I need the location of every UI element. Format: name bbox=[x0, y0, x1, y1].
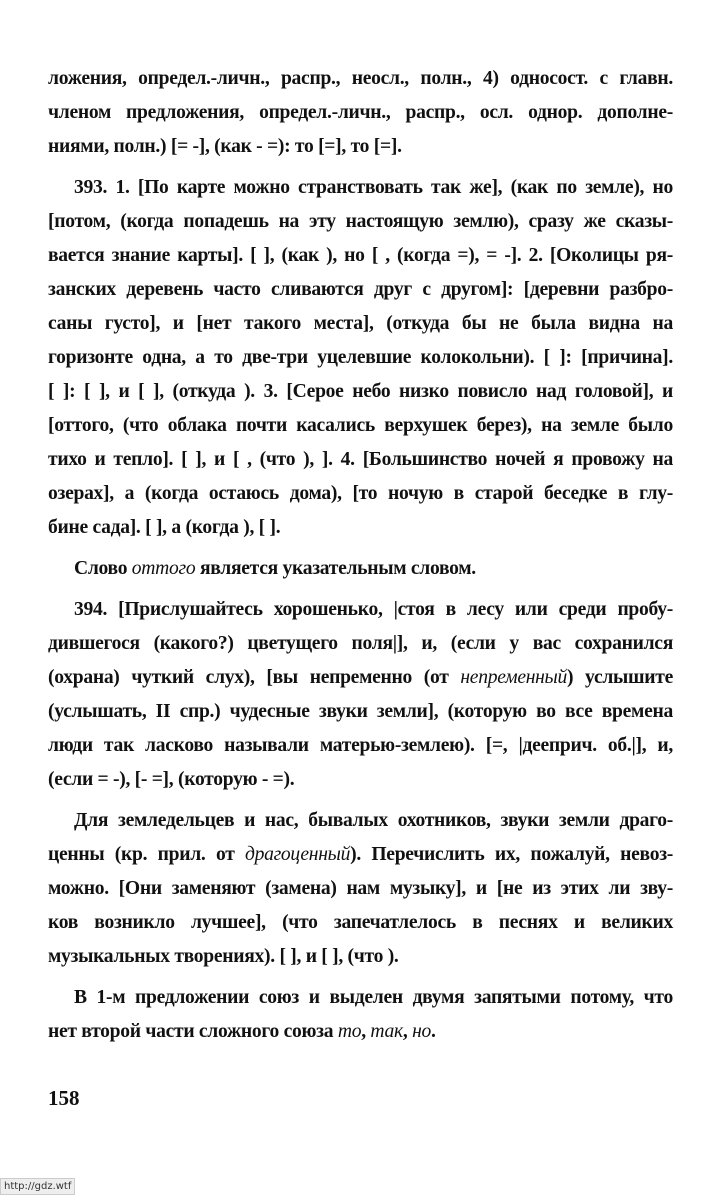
paragraph-gap bbox=[48, 586, 673, 593]
text-line bbox=[48, 695, 673, 729]
text-segment: Для земледельцев и нас, бывалых охотников, звуки земли драго- bbox=[74, 810, 673, 831]
text-line bbox=[48, 729, 673, 763]
text-line bbox=[48, 443, 673, 477]
text-line bbox=[48, 409, 673, 443]
text-line bbox=[48, 1015, 673, 1049]
text-line bbox=[48, 661, 673, 695]
text-segment: (охрана) чуткий слух), [вы непременно (от bbox=[48, 667, 461, 688]
paragraph bbox=[48, 62, 673, 164]
text-segment: ценны (кр. прил. от bbox=[48, 844, 245, 865]
text-line bbox=[48, 552, 673, 586]
text-segment: горизонте одна, а то две-три уцелевшие колокольни). [ ]: [причина]. bbox=[48, 347, 673, 368]
text-segment: , bbox=[402, 1021, 413, 1042]
text-segment: является указательным словом. bbox=[195, 558, 476, 579]
text-line bbox=[48, 981, 673, 1015]
text-line bbox=[48, 940, 673, 974]
text-line bbox=[48, 171, 673, 205]
paragraph bbox=[48, 981, 673, 1049]
text-segment: В 1-м предложении союз и выделен двумя запятыми потому, что bbox=[74, 987, 673, 1008]
text-segment: (услышать, II спр.) чудесные звуки земли], (которую во все времена bbox=[48, 701, 673, 722]
text-segment: членом предложения, определ.-личн., распр., осл. однор. дополне- bbox=[48, 102, 673, 123]
paragraph bbox=[48, 593, 673, 797]
text-line bbox=[48, 375, 673, 409]
paragraph-gap bbox=[48, 974, 673, 981]
text-segment: саны густо], и [нет такого места], (откуда бы не была видна на bbox=[48, 313, 673, 334]
paragraph bbox=[48, 804, 673, 974]
text-line bbox=[48, 593, 673, 627]
text-segment: бине сада]. [ ], а (когда ), [ ]. bbox=[48, 517, 281, 538]
paragraph bbox=[48, 171, 673, 545]
paragraph-gap bbox=[48, 545, 673, 552]
text-segment: ). Перечислить их, пожалуй, невоз- bbox=[350, 844, 673, 865]
text-segment: 394. [Прислушайтесь хорошенько, |стоя в лесу или среди пробу- bbox=[74, 599, 673, 620]
text-segment: занских деревень часто сливаются друг с другом]: [деревни разбро- bbox=[48, 279, 673, 300]
text-segment: ков возникло лучшее], (что запечатлелось в песнях и великих bbox=[48, 912, 673, 933]
italic-term: то bbox=[337, 1021, 362, 1042]
text-segment: [оттого, (что облака почти касались верхушек берез), на земле было bbox=[48, 415, 673, 436]
spacer bbox=[0, 1111, 721, 1178]
text-line bbox=[48, 239, 673, 273]
text-line bbox=[48, 804, 673, 838]
paragraph-gap bbox=[48, 164, 673, 171]
text-segment: ниями, полн.) [= -], (как - =): то [=], то [=]. bbox=[48, 136, 402, 157]
text-line bbox=[48, 906, 673, 940]
text-line bbox=[48, 872, 673, 906]
text-line bbox=[48, 627, 673, 661]
text-segment: (если = -), [- =], (которую - =). bbox=[48, 769, 295, 790]
text-segment: озерах], а (когда остаюсь дома), [то ночую в старой беседке в глу- bbox=[48, 483, 673, 504]
paragraph bbox=[48, 552, 673, 586]
text-segment: тихо и тепло]. [ ], и [ , (что ), ]. 4. [Большинство ночей я провожу на bbox=[48, 449, 673, 470]
text-line bbox=[48, 273, 673, 307]
text-line bbox=[48, 130, 673, 164]
watermark-link[interactable]: http://gdz.wtf bbox=[0, 1178, 75, 1195]
italic-term: но bbox=[412, 1021, 431, 1042]
italic-term: драгоценный bbox=[244, 844, 351, 865]
text-segment: вается знание карты]. [ ], (как ), но [ , (когда =), = -]. 2. [Околицы ря- bbox=[48, 245, 673, 266]
italic-term: так bbox=[370, 1021, 403, 1042]
text-line bbox=[48, 307, 673, 341]
text-segment: ложения, определ.-личн., распр., неосл., полн., 4) односост. с главн. bbox=[48, 68, 673, 89]
text-segment: , bbox=[361, 1021, 371, 1042]
text-line bbox=[48, 763, 673, 797]
text-line bbox=[48, 341, 673, 375]
text-line bbox=[48, 477, 673, 511]
page-number: 158 bbox=[48, 1086, 80, 1110]
text-line bbox=[48, 511, 673, 545]
text-segment: ) услышите bbox=[567, 667, 673, 688]
text-segment: нет второй части сложного союза bbox=[48, 1021, 338, 1042]
paragraph-gap bbox=[48, 797, 673, 804]
italic-term: непременный bbox=[460, 667, 568, 688]
text-segment: люди так ласково называли матерью-землею). [=, |дееприч. об.|], и, bbox=[48, 735, 673, 756]
text-segment: Слово bbox=[74, 558, 132, 579]
text-line bbox=[48, 205, 673, 239]
italic-term: оттого bbox=[131, 558, 196, 579]
text-line bbox=[48, 62, 673, 96]
text-segment: музыкальных творениях). [ ], и [ ], (что ). bbox=[48, 946, 399, 967]
text-line bbox=[48, 838, 673, 872]
text-segment: [потом, (когда попадешь на эту настоящую землю), сразу же сказы- bbox=[48, 211, 673, 232]
text-segment: . bbox=[430, 1021, 436, 1042]
text-segment: можно. [Они заменяют (замена) нам музыку], и [не из этих ли зву- bbox=[48, 878, 673, 899]
text-line bbox=[48, 96, 673, 130]
text-segment: дившегося (какого?) цветущего поля|], и, (если у вас сохранился bbox=[48, 633, 673, 654]
text-segment: 393. 1. [По карте можно странствовать так же], (как по земле), но bbox=[74, 177, 673, 198]
page-text bbox=[48, 62, 673, 1049]
text-segment: [ ]: [ ], и [ ], (откуда ). 3. [Серое небо низко повисло над головой], и bbox=[48, 381, 673, 402]
